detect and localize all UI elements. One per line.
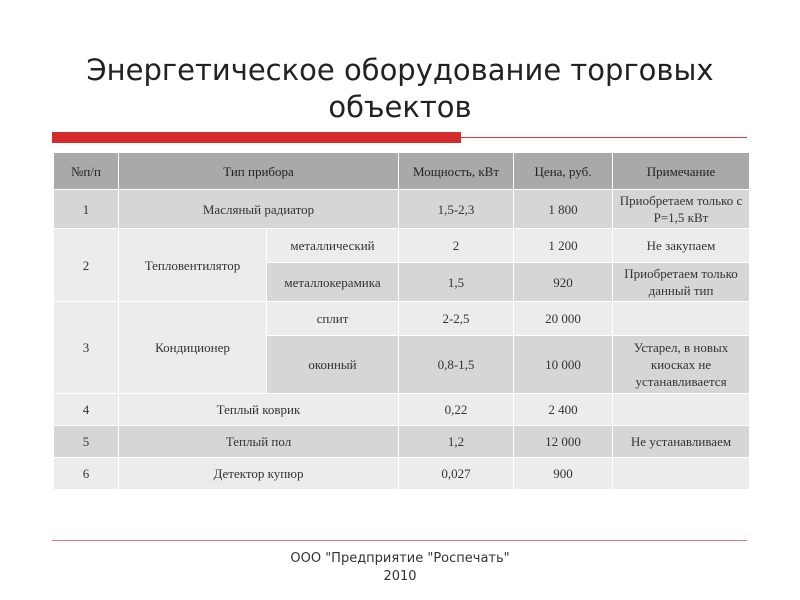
header-device: Тип прибора (119, 153, 399, 190)
row-note: Устарел, в новых киосках не устанавливается (613, 336, 750, 394)
equipment-table (53, 152, 750, 490)
row-power: 0,8-1,5 (399, 336, 514, 394)
row-device: Кондиционер (119, 302, 267, 394)
title-accent-bar (52, 132, 461, 143)
row-note: Не устанавливаем (613, 426, 750, 458)
row-note: Приобретаем только с Р=1,5 кВт (613, 190, 750, 229)
row-device: Детектор купюр (119, 458, 399, 490)
page-title: Энергетическое оборудование торговых объектов (86, 53, 714, 124)
footer-year: 2010 (383, 569, 417, 584)
table-row (54, 190, 750, 229)
row-num: 4 (54, 394, 119, 426)
header-num: №п/п (54, 153, 119, 190)
table-row (54, 458, 750, 490)
footer-divider-line (52, 540, 747, 541)
table-row (54, 426, 750, 458)
row-power: 2 (399, 229, 514, 263)
header-note: Примечание (613, 153, 750, 190)
row-price: 10 000 (514, 336, 613, 394)
row-note: Не закупаем (613, 229, 750, 263)
row-price: 2 400 (514, 394, 613, 426)
row-device: Теплый пол (119, 426, 399, 458)
row-num: 2 (54, 229, 119, 302)
row-power: 2-2,5 (399, 302, 514, 336)
row-power: 0,027 (399, 458, 514, 490)
row-price: 920 (514, 263, 613, 302)
row-num: 3 (54, 302, 119, 394)
row-price: 1 800 (514, 190, 613, 229)
row-num: 6 (54, 458, 119, 490)
row-note (613, 302, 750, 336)
row-variant-type: металлический (267, 229, 399, 263)
row-power: 1,2 (399, 426, 514, 458)
footer-company: ООО "Предприятие "Роспечать" (290, 551, 510, 566)
table-row (54, 302, 750, 336)
row-variant-type: металлокерамика (267, 263, 399, 302)
row-note (613, 458, 750, 490)
footer (200, 550, 600, 586)
row-note: Приобретаем только данный тип (613, 263, 750, 302)
row-price: 900 (514, 458, 613, 490)
row-power: 1,5-2,3 (399, 190, 514, 229)
row-num: 5 (54, 426, 119, 458)
row-power: 1,5 (399, 263, 514, 302)
row-num: 1 (54, 190, 119, 229)
row-variant-type: оконный (267, 336, 399, 394)
header-power: Мощность, кВт (399, 153, 514, 190)
row-note (613, 394, 750, 426)
table-header-row (54, 153, 750, 190)
row-power: 0,22 (399, 394, 514, 426)
row-device: Масляный радиатор (119, 190, 399, 229)
row-price: 1 200 (514, 229, 613, 263)
row-device: Теплый коврик (119, 394, 399, 426)
header-price: Цена, руб. (514, 153, 613, 190)
row-variant-type: сплит (267, 302, 399, 336)
row-price: 12 000 (514, 426, 613, 458)
table-row (54, 394, 750, 426)
row-price: 20 000 (514, 302, 613, 336)
row-device: Тепловентилятор (119, 229, 267, 302)
table-row (54, 229, 750, 263)
